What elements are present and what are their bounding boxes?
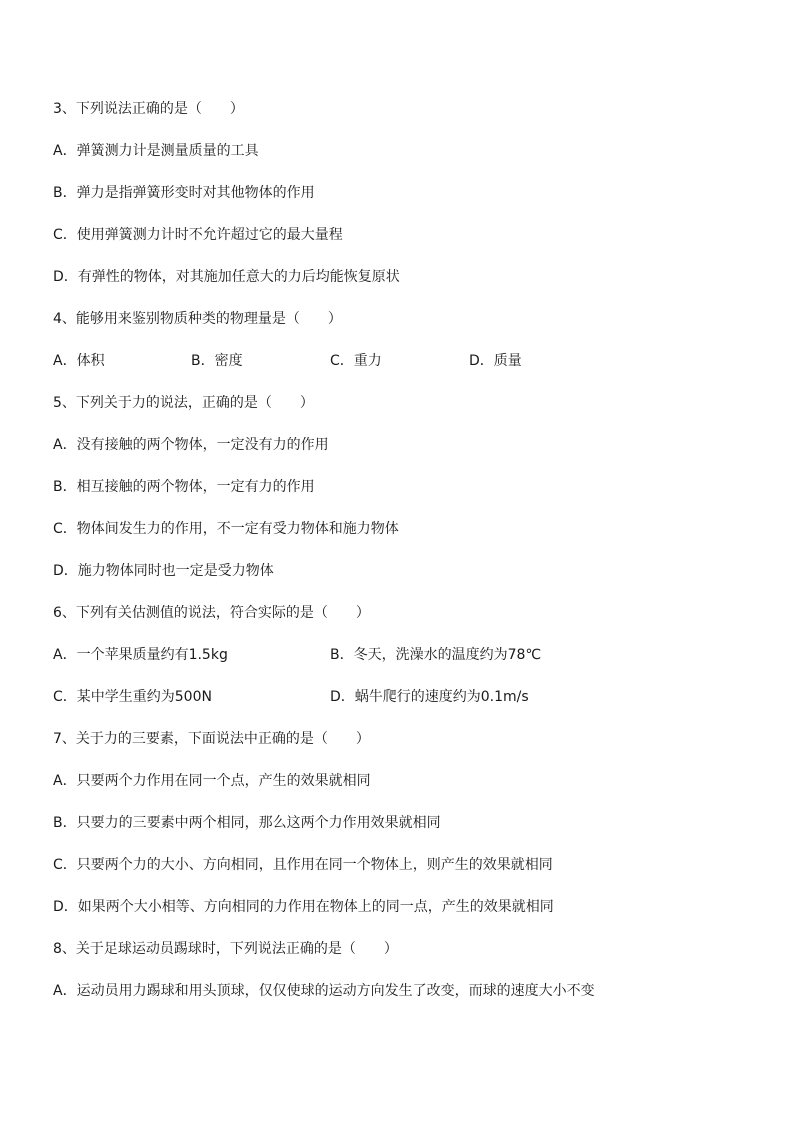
- question-5-stem: 5、下列关于力的说法，正确的是（ ）: [53, 395, 314, 411]
- question-5-option-d: D．施力物体同时也一定是受力物体: [53, 563, 274, 579]
- question-6-option-a: A．一个苹果质量约有1.5kg: [53, 647, 228, 663]
- question-6-stem: 6、下列有关估测值的说法，符合实际的是（ ）: [53, 605, 370, 621]
- question-7-option-a: A．只要两个力作用在同一个点，产生的效果就相同: [53, 773, 371, 789]
- question-3-option-a: A．弹簧测力计是测量质量的工具: [53, 143, 259, 159]
- question-4-option-d: D．质量: [469, 353, 522, 369]
- question-4-option-a: A．体积: [53, 353, 105, 369]
- question-7-option-c: C．只要两个力的大小、方向相同，且作用在同一个物体上，则产生的效果就相同: [53, 857, 553, 873]
- question-5-option-a: A．没有接触的两个物体，一定没有力的作用: [53, 437, 329, 453]
- question-5-option-b: B．相互接触的两个物体，一定有力的作用: [53, 479, 315, 495]
- question-4-stem: 4、能够用来鉴别物质种类的物理量是（ ）: [53, 311, 342, 327]
- question-6-option-d: D．蜗牛爬行的速度约为0.1m/s: [330, 689, 529, 705]
- question-3-stem: 3、下列说法正确的是（ ）: [53, 101, 244, 117]
- question-3-option-c: C．使用弹簧测力计时不允许超过它的最大量程: [53, 227, 343, 243]
- question-6-option-b: B．冬天，洗澡水的温度约为78℃: [330, 647, 542, 663]
- question-3-option-b: B．弹力是指弹簧形变时对其他物体的作用: [53, 185, 315, 201]
- question-7-stem: 7、关于力的三要素，下面说法中正确的是（ ）: [53, 731, 370, 747]
- question-6-option-c: C．某中学生重约为500N: [53, 689, 212, 705]
- question-4-option-b: B．密度: [191, 353, 243, 369]
- question-8-stem: 8、关于足球运动员踢球时，下列说法正确的是（ ）: [53, 941, 398, 957]
- question-5-option-c: C．物体间发生力的作用，不一定有受力物体和施力物体: [53, 521, 399, 537]
- question-3-option-d: D．有弹性的物体，对其施加任意大的力后均能恢复原状: [53, 269, 400, 285]
- question-4-option-c: C．重力: [330, 353, 382, 369]
- question-7-option-b: B．只要力的三要素中两个相同，那么这两个力作用效果就相同: [53, 815, 441, 831]
- question-8-option-a: A．运动员用力踢球和用头顶球，仅仅使球的运动方向发生了改变，而球的速度大小不变: [53, 983, 595, 999]
- question-7-option-d: D．如果两个大小相等、方向相同的力作用在物体上的同一点，产生的效果就相同: [53, 899, 554, 915]
